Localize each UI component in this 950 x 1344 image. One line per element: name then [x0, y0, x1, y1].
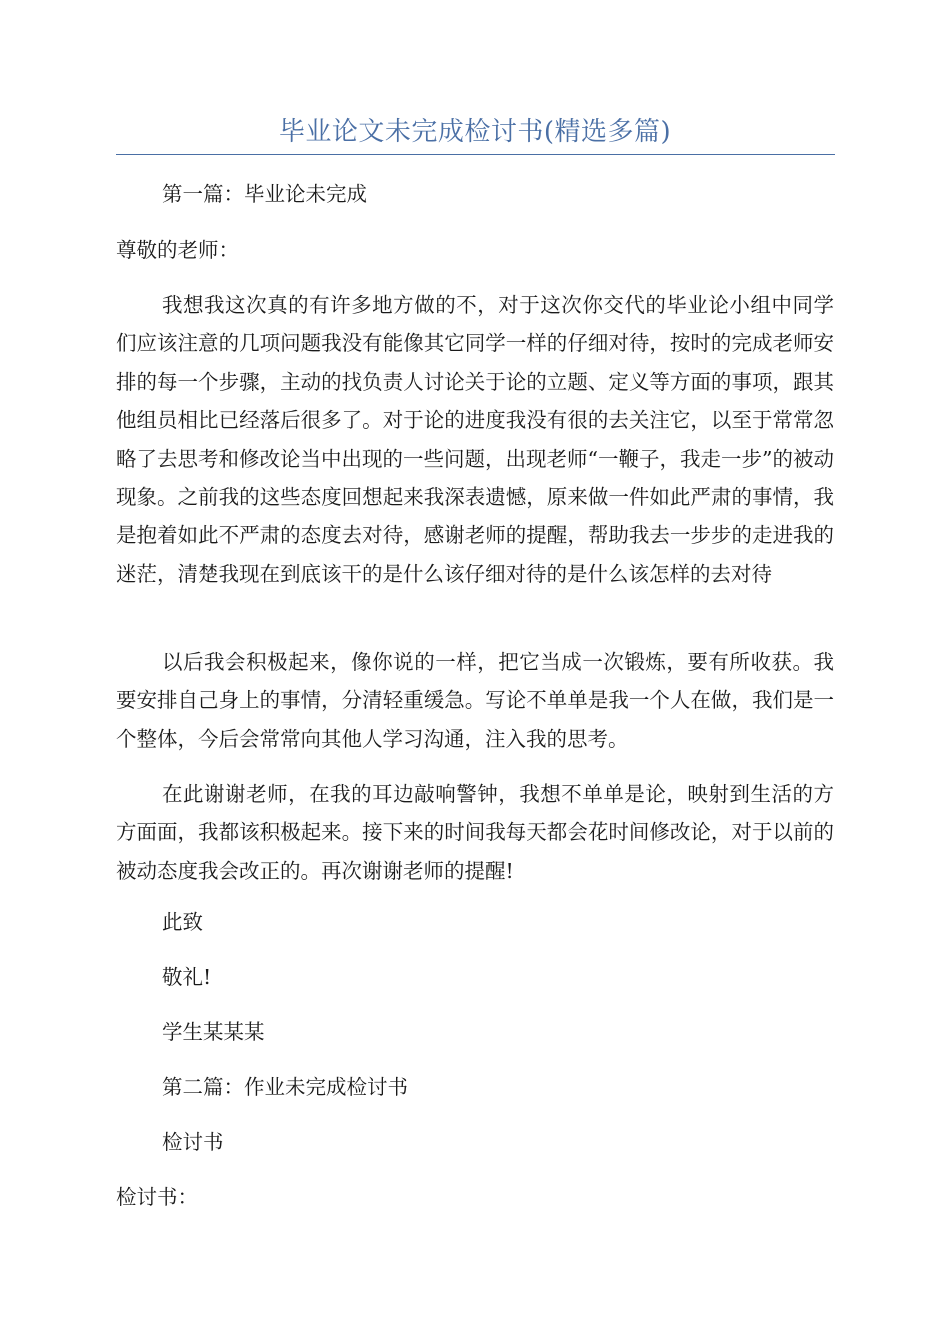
paragraph-3: 在此谢谢老师，在我的耳边敲响警钟，我想不单单是论，映射到生活的方方面面，我都该积极起来。接下来的时间我每天都会花时间修改论，对于以前的被动态度我会改正的。再次谢谢老师的提醒! — [116, 782, 834, 883]
salutation: 尊敬的老师： — [116, 238, 239, 262]
section2-subtitle: 检讨书 — [162, 1130, 224, 1154]
closing-line-2: 敬礼! — [162, 965, 212, 989]
paragraph-1: 我想我这次真的有许多地方做的不，对于这次你交代的毕业论小组中同学们应该注意的几项问题我没有能像其它同学一样的仔细对待，按时的完成老师安排的每一个步骤，主动的找负责人讨论关于论的立题、定义等方面的事项，跟其他组员相比已经落后很多了。对于论的进度我没有很的去关注它，以至于常常忽略了去思考和修改论当中出现的一些问题，出现老师“一鞭子，我走一步”的被动现象。之前我的这些态度回想起来我深表遗憾，原来做一件如此严肃的事情，我是抱着如此不严肃的态度去对待，感谢老师的提醒，帮助我去一步步的走进我的迷茫，清楚我现在到底该干的是什么该仔细对待的是什么该怎样的去对待 — [116, 293, 834, 586]
paragraph-2: 以后我会积极起来，像你说的一样，把它当成一次锻炼，要有所收获。我要安排自己身上的事情，分清轻重缓急。写论不单单是我一个人在做，我们是一个整体，今后会常常向其他人学习沟通，注入我的思考。 — [116, 650, 834, 751]
closing-line-1: 此致 — [162, 910, 203, 934]
title-underline — [116, 154, 835, 155]
section2-label: 检讨书： — [116, 1185, 198, 1209]
signature: 学生某某某 — [162, 1020, 265, 1044]
section2-heading: 第二篇：作业未完成检讨书 — [162, 1075, 408, 1099]
section1-heading: 第一篇：毕业论未完成 — [162, 182, 367, 206]
document-title: 毕业论文未完成检讨书(精选多篇) — [278, 117, 672, 147]
